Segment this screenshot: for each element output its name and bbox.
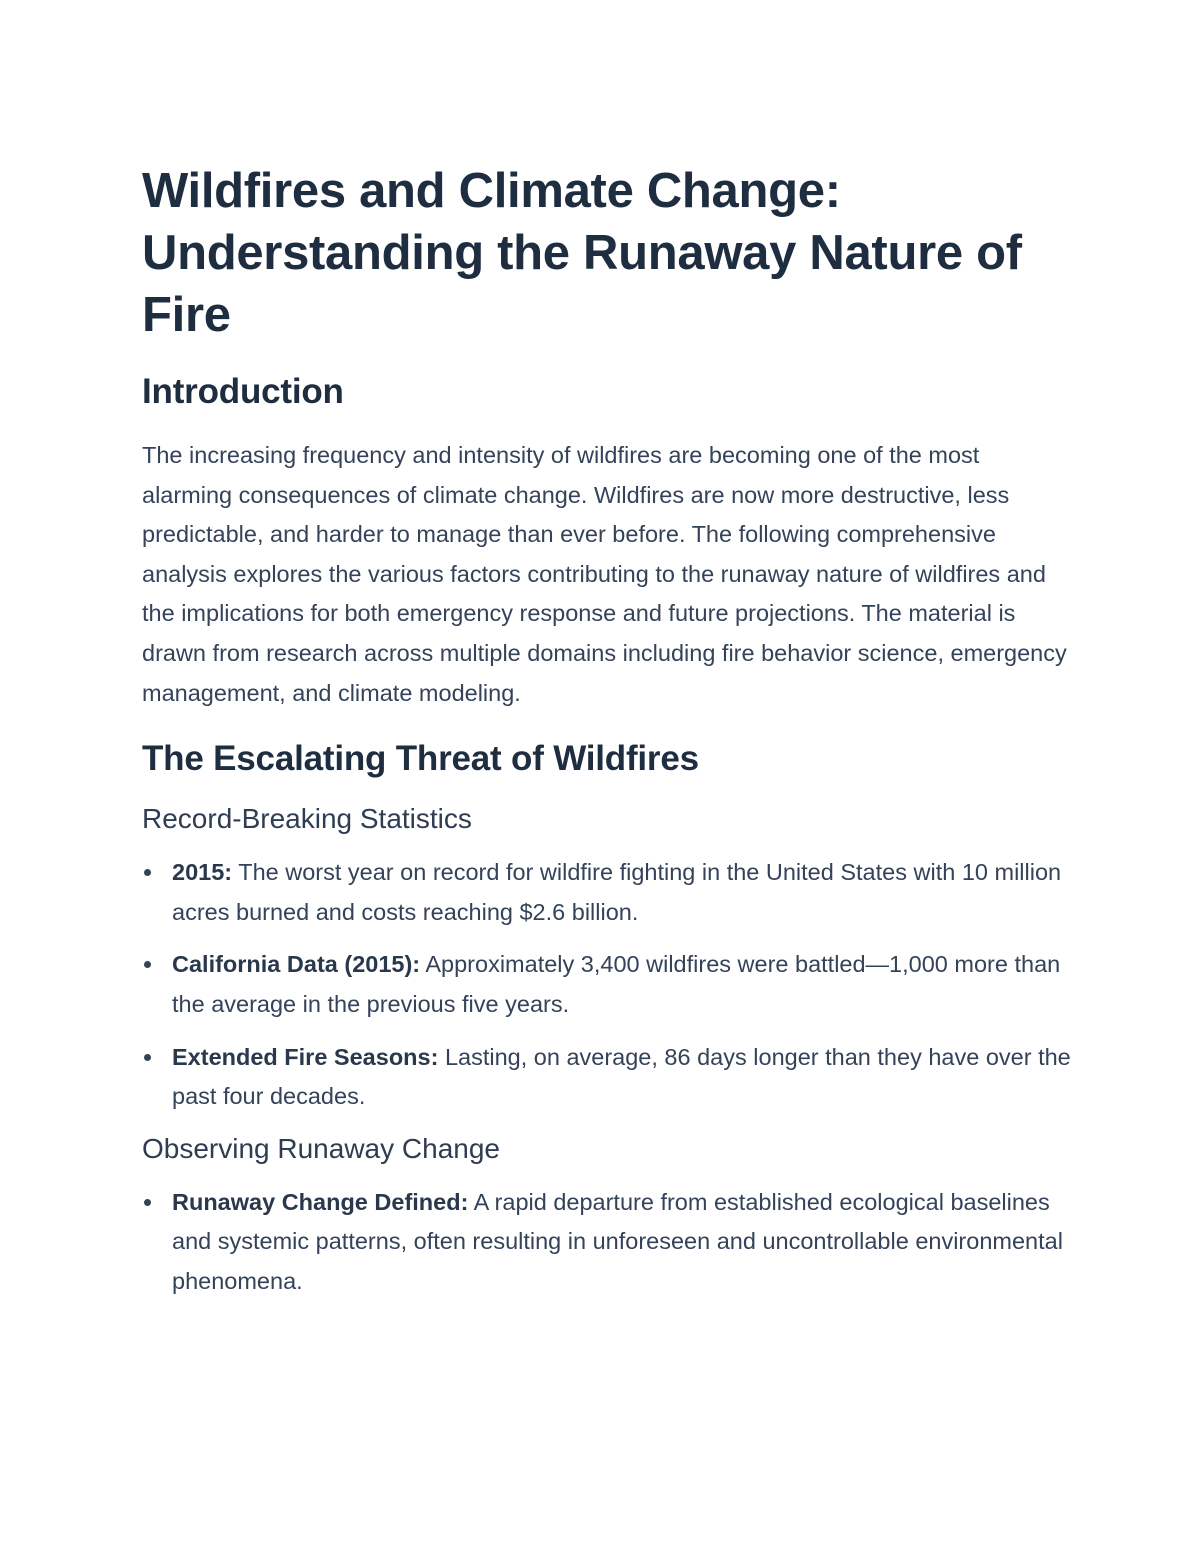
bullet-icon <box>144 961 151 968</box>
list-item <box>142 1038 1072 1117</box>
list-item-label: California Data (2015): <box>172 951 421 978</box>
bullet-icon <box>144 1054 151 1061</box>
document-page <box>142 160 1072 1302</box>
bullet-icon <box>144 1199 151 1206</box>
list-item <box>142 945 1072 1024</box>
bullet-icon <box>144 869 151 876</box>
document-title: Wildfires and Climate Change: Understanding the Runaway Nature of Fire <box>142 164 1022 342</box>
observing-runaway-change-heading: Observing Runaway Change <box>142 1132 500 1164</box>
list-item <box>142 1183 1072 1302</box>
list-item-label: Runaway Change Defined: <box>172 1188 469 1215</box>
escalating-threat-heading: The Escalating Threat of Wildfires <box>142 739 699 779</box>
list-item-text: A rapid departure from established ecological baselines and systemic patterns, often resulting in unforeseen and uncontrollable environmental phenomena. <box>172 1188 1063 1294</box>
list-item-text: Approximately 3,400 wildfires were battled—1,000 more than the average in the previous five years. <box>172 951 1061 1017</box>
list-item-text: Lasting, on average, 86 days longer than they have over the past four decades. <box>172 1043 1071 1110</box>
record-breaking-statistics-heading: Record-Breaking Statistics <box>142 803 472 835</box>
list-item-label: 2015: <box>172 859 233 886</box>
introduction-paragraph: The increasing frequency and intensity of wildfires are becoming one of the most alarming consequences of climate change. Wildfires are now more destructive, less predictable, and harder to manage than ever before. The following comprehensive analysis explores the various factors contributing to the runaway nature of wildfires and the implications for both emergency response and future projections. The material is drawn from research across multiple domains including fire behavior science, emergency management, and climate modeling. <box>142 442 1067 706</box>
record-breaking-statistics-list <box>142 853 1072 1117</box>
list-item <box>142 853 1072 932</box>
introduction-heading: Introduction <box>142 372 344 411</box>
list-item-text: The worst year on record for wildfire fighting in the United States with 10 million acres burned and costs reaching $2.6 billion. <box>172 859 1062 925</box>
list-item-label: Extended Fire Seasons: <box>172 1043 439 1070</box>
observing-runaway-change-list <box>142 1183 1072 1302</box>
